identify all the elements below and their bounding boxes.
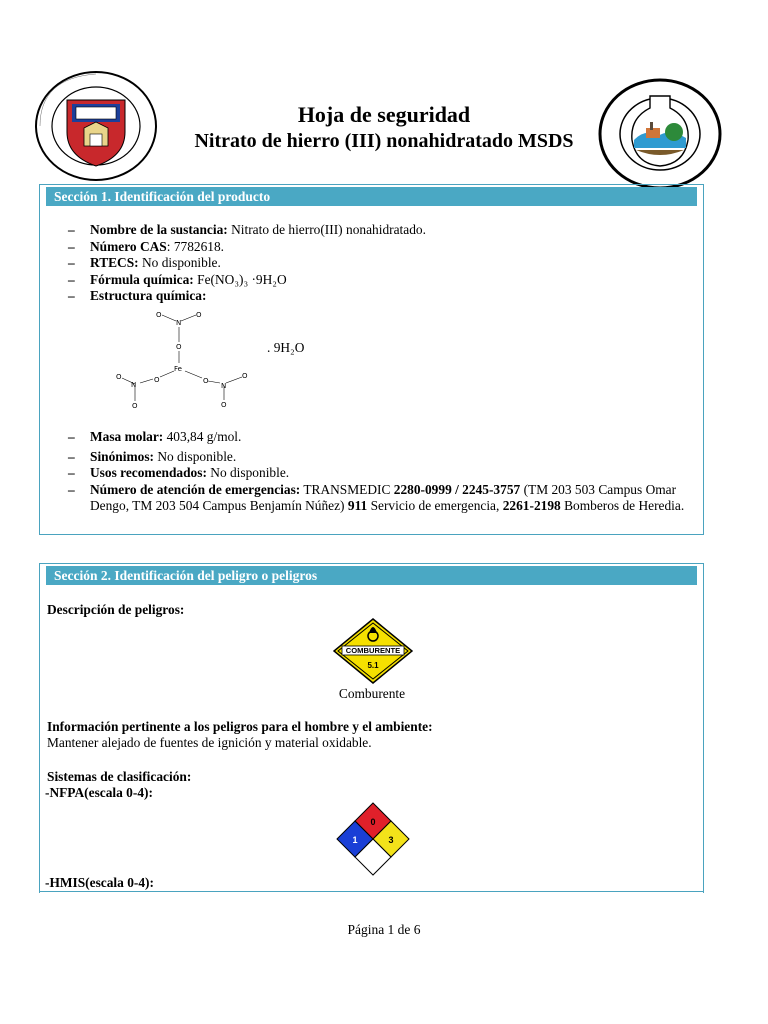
page-number: Página 1 de 6 (347, 922, 421, 937)
section-1-heading: Sección 1. Identificación del producto (46, 187, 697, 206)
item-value: Bomberos de Heredia. (560, 498, 685, 514)
oxidizer-pictogram (333, 618, 413, 684)
phone-transmedic: 2280-0999 / 2245-3757 (393, 481, 521, 497)
list-item (68, 465, 688, 482)
list-item (68, 272, 688, 289)
section-2-bottom-border (39, 891, 704, 892)
section-1-identification (39, 184, 704, 535)
product-details-list-2 (68, 429, 688, 515)
atom-o: O (242, 372, 248, 380)
list-item (68, 288, 688, 305)
item-label: Sinónimos: (90, 448, 154, 464)
atom-o: O (176, 343, 182, 351)
nfpa-title: -NFPA(escala 0-4): (45, 785, 153, 800)
item-label: Número CAS (90, 238, 167, 254)
atom-o: O (154, 376, 160, 384)
atom-o: O (203, 377, 209, 385)
item-value: Nitrato de hierro(III) nonahidratado. (227, 222, 426, 237)
section-2-heading: Sección 2. Identificación del peligro o peligros (46, 566, 697, 585)
item-label: Estructura química: (90, 288, 207, 304)
nfpa-fire-value: 0 (370, 817, 376, 827)
nfpa-diamond (336, 802, 410, 876)
nfpa-reactivity-value: 3 (388, 835, 394, 845)
item-value: Fe(NO₃)₃ ·9H₂O (193, 271, 287, 287)
item-value: (TM 203 503 Campus Omar Dengo, TM 203 504 Campus Benjamín Núñez) (90, 481, 677, 514)
pictogram-class: 5.1 (367, 661, 379, 670)
classification-title: Sistemas de clasificación: (47, 769, 192, 784)
item-label: Nombre de la sustancia: (90, 222, 228, 237)
list-item (68, 255, 688, 272)
item-value: No disponible. (154, 448, 237, 464)
atom-o: O (156, 311, 162, 319)
item-value: No disponible. (138, 255, 221, 271)
universidad-nacional-seal (34, 70, 158, 182)
item-label: Número de atención de emergencias: (90, 481, 301, 497)
atom-n: N (131, 381, 137, 389)
hmis-title: -HMIS(escala 0-4): (45, 875, 154, 890)
atom-o: O (221, 401, 227, 409)
item-value: TRANSMEDIC (300, 481, 394, 497)
document-title: Hoja de seguridad (297, 102, 471, 127)
atom-fe: Fe (174, 365, 182, 373)
phone-911: 911 (347, 498, 368, 514)
hydrate-label: . 9H₂O (267, 340, 305, 355)
atom-n: N (221, 382, 227, 390)
nfpa-health-value: 1 (352, 835, 358, 845)
list-item (68, 449, 688, 466)
item-label: Masa molar: (90, 429, 164, 444)
product-details-list (68, 222, 688, 305)
item-label: Fórmula química: (90, 271, 194, 287)
atom-o: O (196, 311, 202, 319)
document-subtitle: Nitrato de hierro (III) nonahidratado MSDS (194, 130, 574, 152)
item-label: RTECS: (90, 255, 139, 271)
atom-n: N (176, 319, 182, 327)
item-value: No disponible. (206, 465, 290, 481)
chemical-structure-diagram (110, 307, 280, 417)
list-item (68, 239, 688, 256)
list-item (68, 222, 688, 239)
list-item (68, 429, 688, 446)
hazard-info-text: Mantener alejado de fuentes de ignición y material oxidable. (47, 735, 372, 750)
pictogram-label: COMBURENTE (345, 646, 401, 655)
section-2-hazards (39, 563, 704, 893)
hazard-info-title: Información pertinente a los peligros para el hombre y el ambiente: (47, 719, 433, 734)
item-value: : 7782618. (166, 238, 225, 254)
item-label: Usos recomendados: (90, 465, 207, 481)
list-item-emergency (68, 482, 688, 515)
atom-o: O (132, 402, 138, 410)
hazard-description-title: Descripción de peligros: (47, 602, 185, 617)
atom-o: O (116, 373, 122, 381)
pictogram-caption: Comburente (338, 686, 406, 701)
item-value: 403,84 g/mol. (163, 429, 242, 444)
escuela-quimica-seal (598, 78, 722, 190)
phone-bomberos: 2261-2198 (502, 498, 561, 514)
item-value: Servicio de emergencia, (367, 498, 503, 514)
